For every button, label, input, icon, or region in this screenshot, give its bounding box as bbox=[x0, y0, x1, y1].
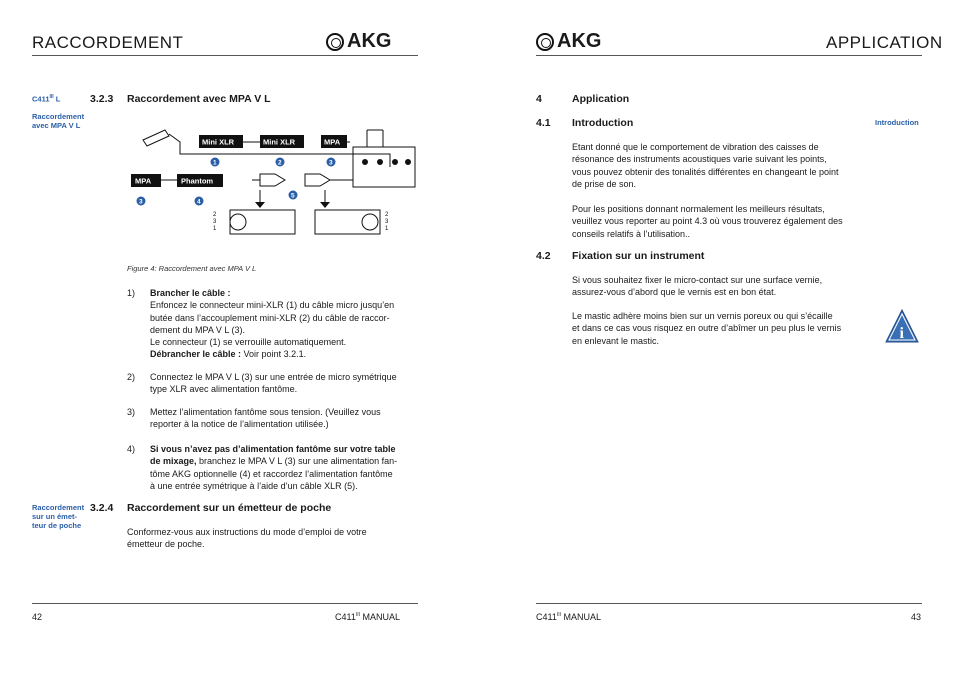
right-footer-manual: $C411^{III}$ MANUAL bbox=[536, 612, 602, 622]
right-akg-logo bbox=[536, 30, 601, 53]
section-323-number: 3.2.3 bbox=[90, 93, 114, 105]
label-phantom: Phantom bbox=[181, 176, 214, 186]
section-42-title: Fixation sur un instrument bbox=[572, 250, 705, 262]
akg-logo-icon bbox=[536, 33, 554, 51]
right-header-rule bbox=[536, 55, 922, 56]
right-sidebar-intro: Introduction bbox=[875, 118, 919, 127]
left-footer-rule bbox=[32, 603, 418, 604]
section-324-text: Conformez-vous aux instructions du mode d’emploi de votre émetteur de poche. bbox=[127, 527, 367, 550]
label-mpa-left: MPA bbox=[135, 176, 152, 186]
section-41-title: Introduction bbox=[572, 117, 634, 129]
item-2-text: Connectez le MPA V L (3) sur une entrée de micro symétrique type XLR avec alimentation fantôme. bbox=[150, 372, 397, 395]
right-footer-rule bbox=[536, 603, 922, 604]
left-logo-text: AKG bbox=[347, 30, 392, 52]
svg-text:1: 1 bbox=[385, 226, 389, 232]
right-page-number: 43 bbox=[911, 612, 922, 622]
svg-text:2: 2 bbox=[385, 212, 389, 218]
left-footer-manual: $C411^{III}$ MANUAL bbox=[335, 612, 401, 622]
akg-logo-icon bbox=[326, 33, 344, 51]
num-1: 1 bbox=[213, 159, 217, 167]
label-mini-xlr-1: Mini XLR bbox=[202, 137, 235, 147]
svg-text:3: 3 bbox=[213, 219, 217, 225]
svg-text:1: 1 bbox=[213, 226, 217, 232]
item-1-text: Brancher le câble : Enfoncez le connecteur mini-XLR (1) du câble micro jusqu’en butée dans l’accouplement mini-XLR (2) du câble de raccor- dement du MPA V L (3). Le connecteur (1) se verrouille automatiquement. Débrancher le câble : Voir point 3.2.1. bbox=[150, 288, 395, 360]
mic-plug-shape bbox=[143, 130, 169, 146]
num-3b: 3 bbox=[139, 198, 143, 206]
section-42-number: 4.2 bbox=[536, 250, 551, 262]
section-4-number: 4 bbox=[536, 93, 542, 105]
info-glyph: i bbox=[899, 325, 904, 342]
label-mpa-top: MPA bbox=[324, 137, 341, 147]
item-3-number: 3) bbox=[127, 407, 136, 417]
section-324-title: Raccordement sur un émetteur de poche bbox=[127, 502, 332, 514]
num-2: 2 bbox=[278, 159, 282, 167]
right-logo-text: AKG bbox=[557, 30, 602, 52]
section-42-para-1: Si vous souhaitez fixer le micro-contact sur une surface vernie, assurez-vous d’abord que le vernis est en bon état. bbox=[572, 275, 823, 298]
left-sidebar-pocket: Raccordement sur un émet- teur de poche bbox=[32, 503, 85, 530]
section-41-number: 4.1 bbox=[536, 117, 551, 129]
label-mini-xlr-2: Mini XLR bbox=[263, 137, 296, 147]
item-4-text: Si vous n’avez pas d’alimentation fantôme sur votre table de mixage, branchez le MPA V L (3) sur une alimentation fan- tôme AKG optionnelle (4) et raccordez l’alimentation fantôme à une entrée symétrique à l’aide d’un câble XLR (5). bbox=[150, 444, 398, 491]
section-42-para-2: Le mastic adhère moins bien sur un vernis poreux ou qui s’écaille et dans ce cas vous risquez en outre d’abîmer un peu plus le vernis en enlevant le mastic. bbox=[572, 311, 842, 346]
left-akg-logo bbox=[326, 30, 391, 53]
section-4-title: Application bbox=[572, 93, 630, 105]
svg-text:3: 3 bbox=[385, 219, 389, 225]
mixer-box bbox=[353, 147, 415, 187]
left-page-number: 42 bbox=[32, 612, 43, 622]
left-sidebar-connect: Raccordement avec MPA V L bbox=[32, 112, 85, 130]
num-5: 5 bbox=[291, 192, 295, 200]
section-323-title: Raccordement avec MPA V L bbox=[127, 93, 271, 105]
section-41-para-2: Pour les positions donnant normalement les meilleurs résultats, veuillez vous reporter au point 4.3 où vous trouverez également des conseils relatifs à l’utilisation.. bbox=[572, 204, 843, 239]
left-sidebar-model: $C411^{III}$ L bbox=[32, 94, 61, 104]
item-1-number: 1) bbox=[127, 288, 136, 298]
item-4-number: 4) bbox=[127, 444, 136, 454]
item-3-text: Mettez l’alimentation fantôme sous tension. (Veuillez vous reporter à la notice de l’alimentation utilisée.) bbox=[150, 407, 381, 430]
figure-caption: Figure 4: Raccordement avec MPA V L bbox=[127, 264, 257, 273]
svg-text:2: 2 bbox=[213, 212, 217, 218]
item-2-number: 2) bbox=[127, 372, 136, 382]
info-warning-icon bbox=[884, 308, 920, 344]
left-header-title: RACCORDEMENT bbox=[32, 33, 184, 52]
num-4: 4 bbox=[197, 198, 201, 206]
section-41-para-1: Etant donné que le comportement de vibration des caisses de résonance des instruments acoustiques varie suivant les points, vous pouvez obtenir des tonalités différentes en changeant le point de prise de son. bbox=[572, 142, 839, 189]
section-324-number: 3.2.4 bbox=[90, 502, 114, 514]
figure-connection-diagram bbox=[125, 122, 420, 237]
num-3a: 3 bbox=[329, 159, 333, 167]
right-header-title: APPLICATION bbox=[826, 33, 943, 52]
left-header-rule bbox=[32, 55, 418, 56]
